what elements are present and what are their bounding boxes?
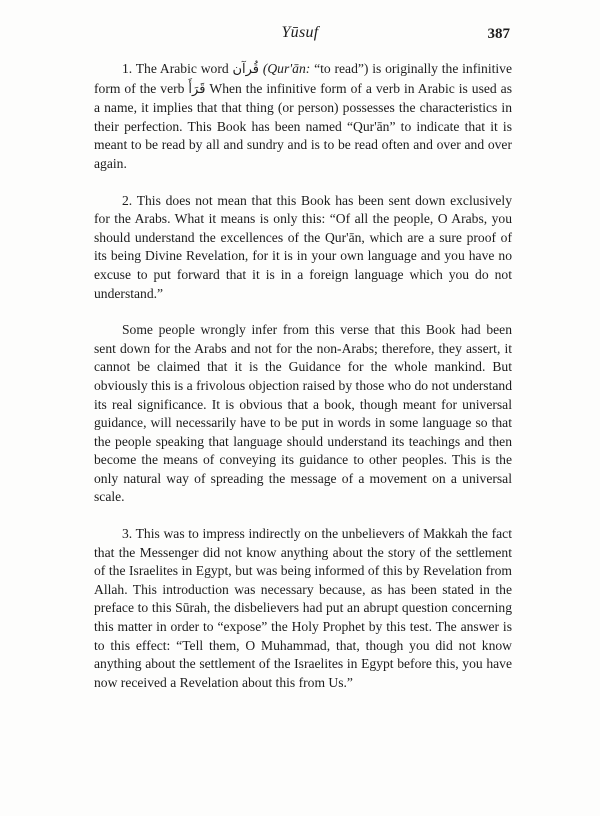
running-title: Yūsuf — [281, 24, 319, 41]
note-text: “to read”) is originally the infinitive form of the verb — [94, 61, 512, 96]
arabic-word: قُرآن — [232, 62, 259, 77]
note-paragraph — [94, 192, 512, 304]
note-text: Some people wrongly infer from this verse that this Book had been sent down for the Arabs and not for the non-Arabs; therefore, they assert, it cannot be claimed that it is the Guidance for the whole mankind. But obviously this is a frivolous objection raised by those who do not understand its real significance. It is obvious that a book, though meant for universal guidance, will necessarily have to be put in words in some language so that the people speaking that language should understand its teachings and then become the means of conveying its guidance to other peoples. This is the only natural way of spreading the message of a movement on a universal scale. — [94, 322, 512, 505]
arabic-word: قَرَأَ — [188, 81, 206, 97]
note-text: 3. This was to impress indirectly on the unbelievers of Makkah the fact that the Messenger did not know anything about the story of the settlement of the Israelites in Egypt, but was being informed of this by Revelation from Allah. This introduction was necessary because, as has been stated in the preface to this Sūrah, the disbelievers had put an abrupt question concerning this matter in order to “expose” the Holy Prophet by this test. The answer is to this effect: “Tell them, O Muhammad, that, though you did not know anything about the settlement of the Israelites in Egypt before this, you have now received a Revelation about this from Us.” — [94, 526, 512, 690]
page-number: 387 — [487, 26, 510, 42]
transliteration: (Qur'ān: — [262, 61, 311, 76]
commentary-notes — [94, 60, 512, 692]
note-text: 2. This does not mean that this Book has been sent down exclusively for the Arabs. What it means is only this: “Of all the people, O Arabs, you should understand the excellences of the Qur'ān, which are a sure proof of its being Divine Revelation, for it is in your own language and you have no excuse to put forward that it is in a foreign language which you do not understand.” — [94, 192, 512, 301]
note-paragraph — [94, 321, 512, 507]
note-paragraph — [94, 525, 512, 692]
note-text: When the infinitive form of a verb in Arabic is used as a name, it implies that that thing (or person) possesses the characteristics in their perfection. This Book has been named “Qur'ān” to indicate that it is meant to be read by all and sundry and is to be read often and over and over again. — [94, 80, 513, 171]
note-text: 1. The Arabic word — [122, 61, 233, 76]
note-paragraph — [94, 60, 512, 174]
page-header — [0, 24, 600, 46]
